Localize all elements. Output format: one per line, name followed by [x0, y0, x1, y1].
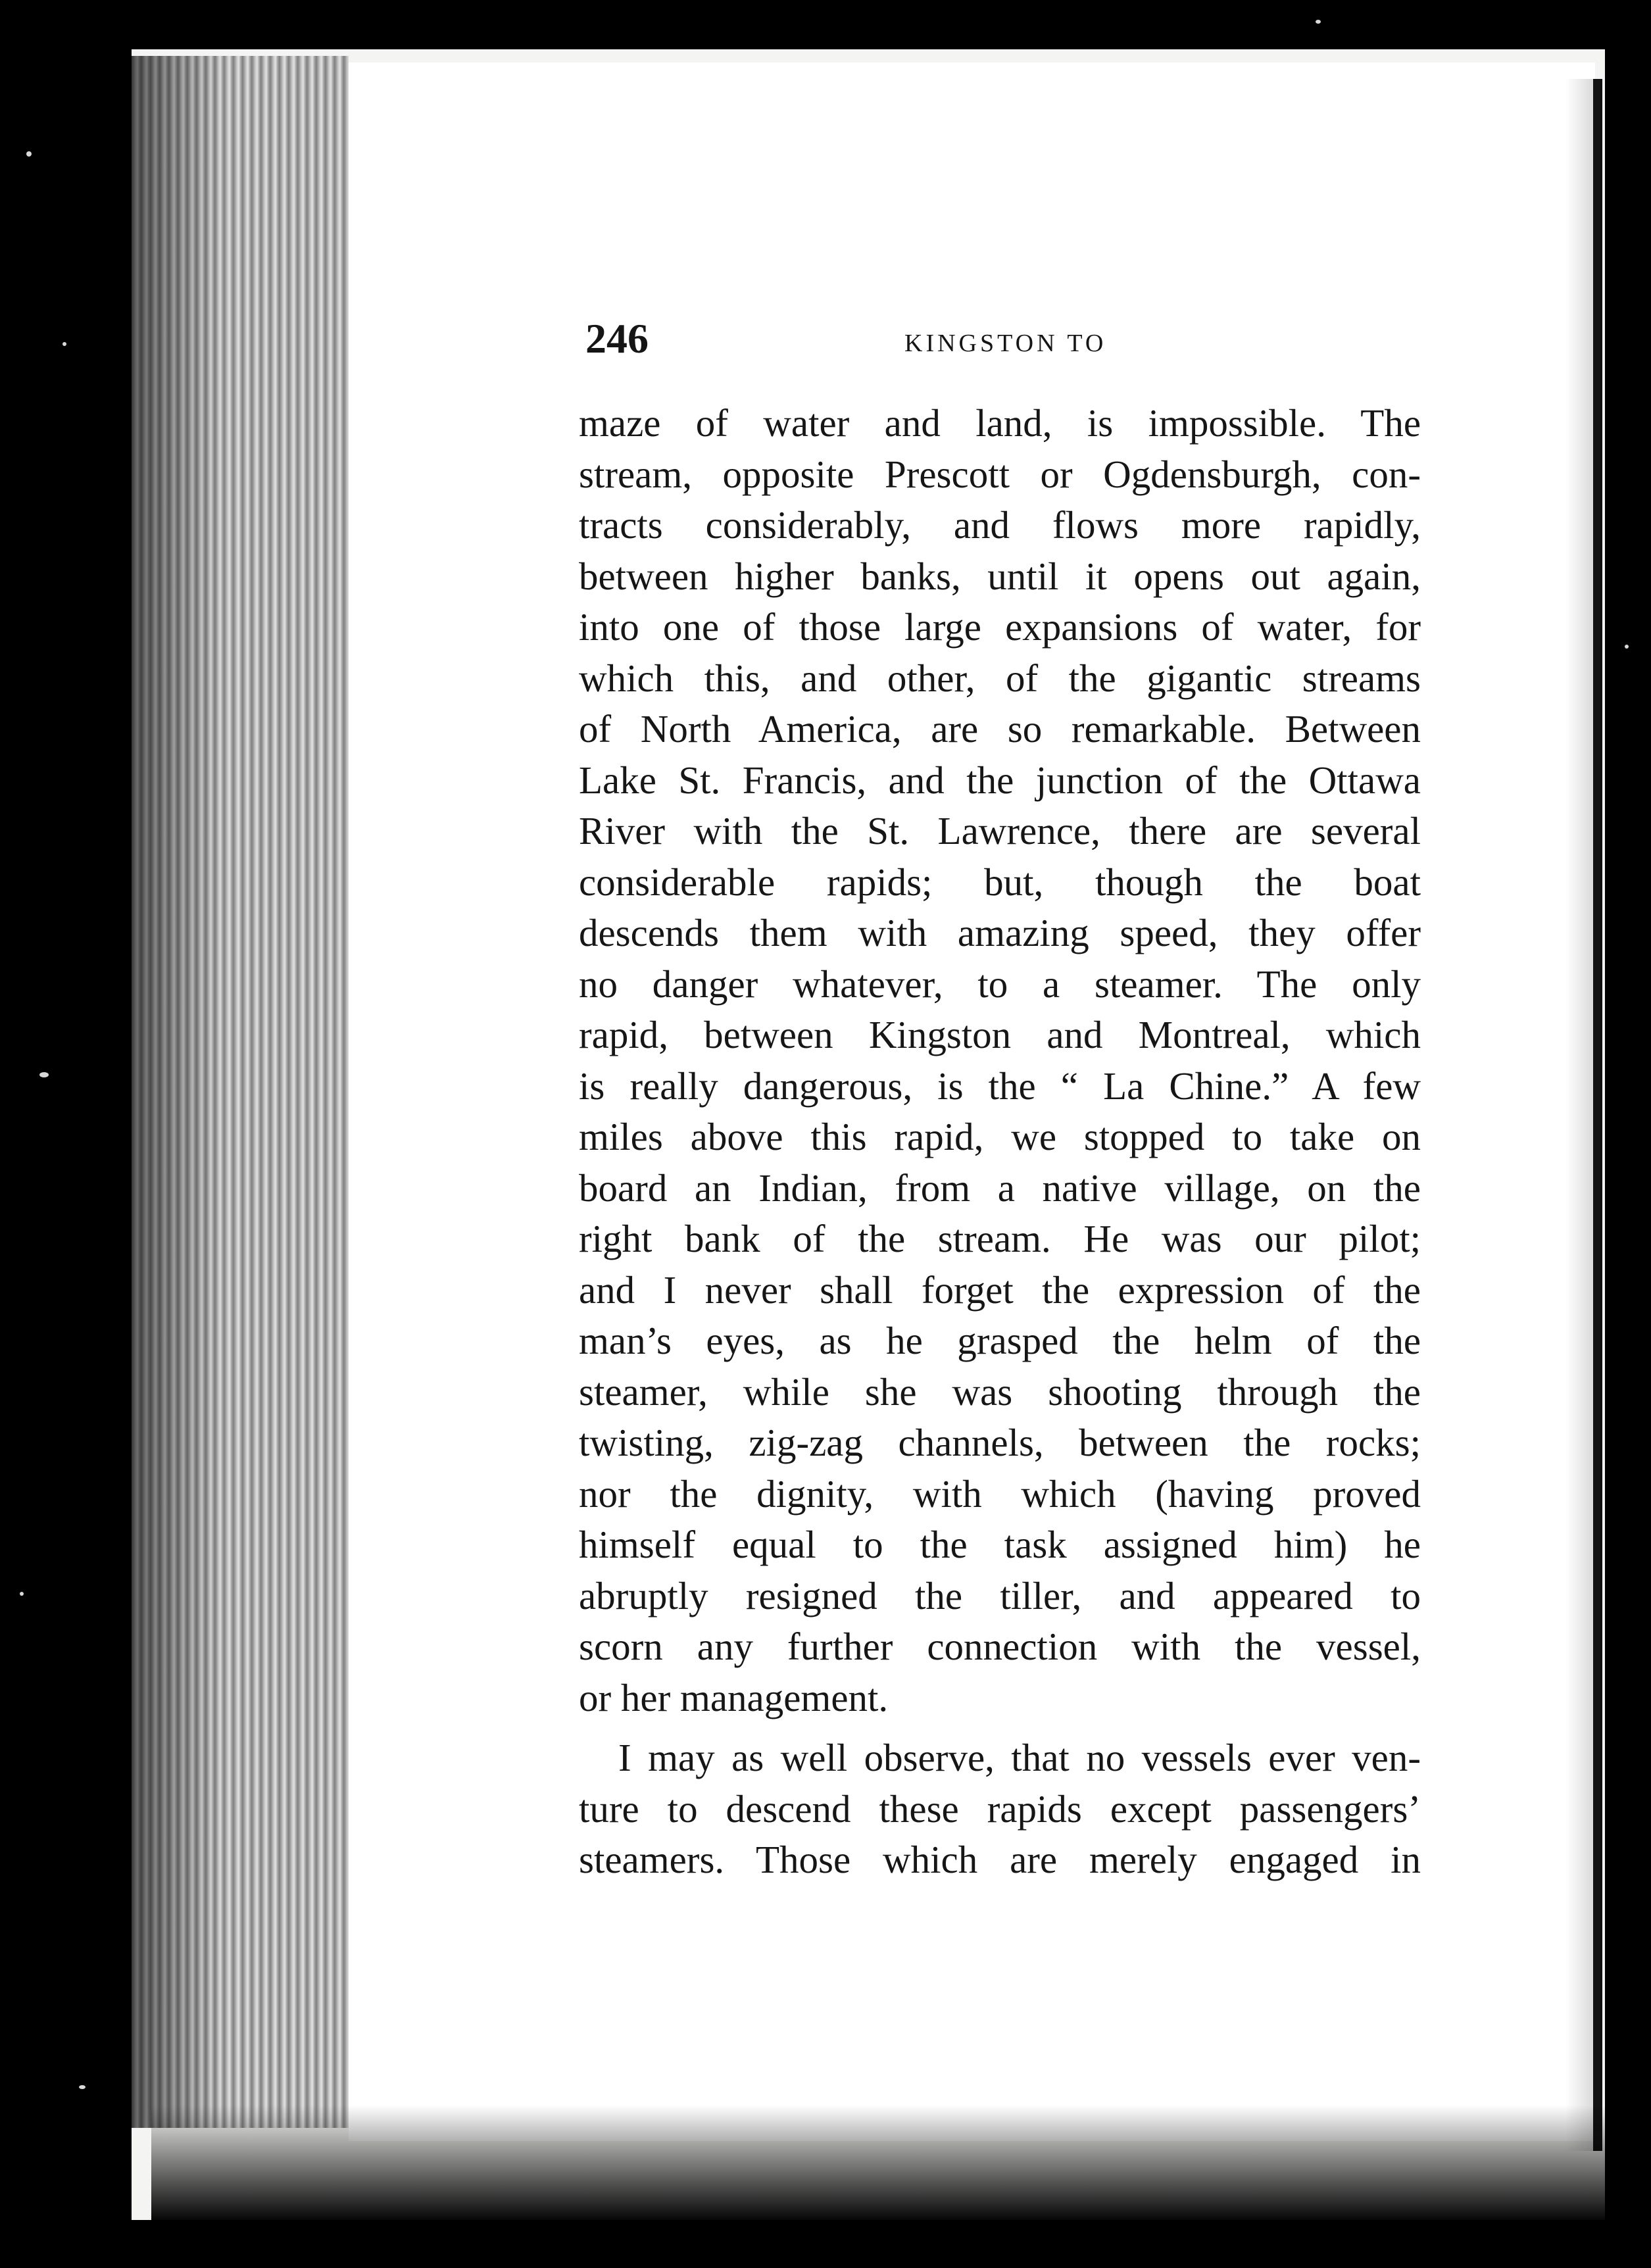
text-line: miles above this rapid, we stopped to take on [579, 1115, 1421, 1158]
text-line: nor the dignity, with which (having proved [579, 1471, 1421, 1516]
text-line: man’s eyes, as he grasped the helm of the [579, 1319, 1421, 1362]
text-line: which this, and other, of the gigantic streams [579, 656, 1421, 700]
background-speck [1316, 20, 1321, 24]
text-line: tracts considerably, and flows more rapidly, [579, 503, 1421, 547]
paragraph [579, 398, 1421, 1723]
text-line: between higher banks, until it opens out again, [579, 554, 1421, 598]
text-line: abruptly resigned the tiller, and appeared to [579, 1573, 1421, 1617]
text-line: twisting, zig-zag channels, between the rocks; [579, 1421, 1421, 1464]
text-line: and I never shall forget the expression of the [579, 1268, 1421, 1312]
text-line: descends them with amazing speed, they offer [579, 911, 1421, 954]
text-line: rapid, between Kingston and Montreal, which [579, 1013, 1421, 1056]
text-line: no danger whatever, to a steamer. The only [579, 962, 1421, 1006]
text-line: himself equal to the task assigned him) he [579, 1523, 1421, 1566]
text-line: River with the St. Lawrence, there are several [579, 809, 1421, 852]
text-line: steamers. Those which are merely engaged in [579, 1838, 1421, 1881]
text-line: stream, opposite Prescott or Ogdensburgh, con- [579, 452, 1421, 496]
text-line: maze of water and land, is impossible. The [579, 401, 1421, 445]
text-line: steamer, while she was shooting through the [579, 1369, 1421, 1414]
text-line: board an Indian, from a native village, on the [579, 1166, 1421, 1210]
paragraph-gap [579, 1723, 1421, 1733]
background-speck [62, 342, 66, 346]
text-line: of North America, are so remarkable. Between [579, 707, 1421, 751]
text-line: or her management. [579, 1675, 889, 1719]
page-gutter [1593, 79, 1602, 2151]
text-line: is really dangerous, is the “ La Chine.” A few [579, 1064, 1421, 1108]
text-line: into one of those large expansions of water, for [579, 605, 1421, 649]
text-line: Lake St. Francis, and the junction of the Ottawa [579, 758, 1421, 802]
background-speck [79, 2085, 86, 2089]
text-line: scorn any further connection with the vessel, [579, 1625, 1421, 1668]
background-speck [26, 151, 32, 157]
text-line: I may as well observe, that no vessels ever ven- [618, 1736, 1421, 1779]
text-line: ture to descend these rapids except passengers’ [579, 1787, 1421, 1831]
gutter-shadow [1565, 79, 1593, 2151]
background-speck [20, 1592, 24, 1596]
text-line: considerable rapids; but, though the boat [579, 860, 1421, 904]
page-body-text [579, 398, 1421, 1886]
background-speck [1625, 645, 1629, 649]
page-header [585, 314, 1427, 374]
text-line: right bank of the stream. He was our pilot; [579, 1217, 1421, 1260]
page-stack-shadow [132, 56, 224, 2128]
paragraph [579, 1733, 1421, 1886]
running-head: KINGSTON TO [904, 330, 1107, 357]
page-number: 246 [585, 315, 649, 362]
background-speck [39, 1072, 49, 1077]
book-bottom-shadow [151, 2105, 1605, 2223]
